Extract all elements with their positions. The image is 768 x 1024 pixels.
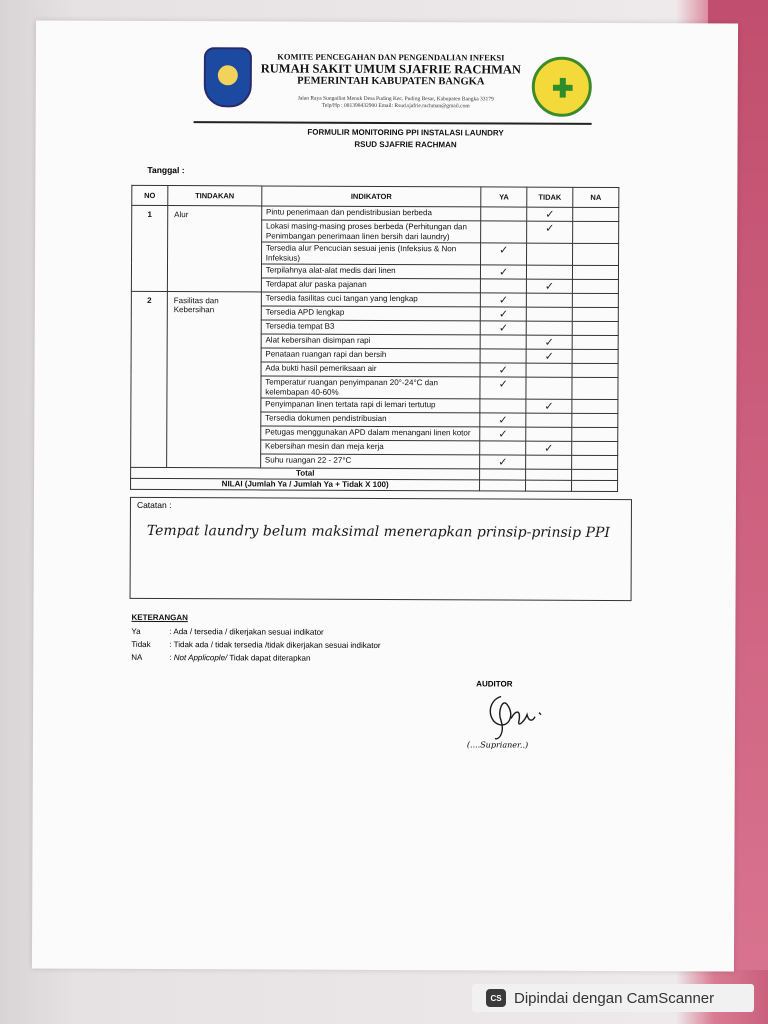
col-na: NA bbox=[573, 187, 619, 207]
total-tidak bbox=[526, 469, 572, 480]
ya-check-cell bbox=[480, 349, 526, 363]
notes-handwritten: Tempat laundry belum maksimal menerapkan prinsip-prinsip PPI bbox=[146, 522, 610, 541]
nilai-row bbox=[131, 478, 618, 491]
total-label: Total bbox=[131, 467, 480, 480]
ya-check-cell: ✓ bbox=[480, 427, 526, 441]
ya-check-cell: ✓ bbox=[480, 321, 526, 335]
na-check-cell bbox=[573, 265, 619, 279]
address-line: Jalan Raya Sungailiat Menuk Desa Puding Kec. Puding Besar, Kabupaten Bangka 33179 bbox=[297, 95, 494, 103]
notes-box bbox=[130, 497, 632, 601]
nilai-na bbox=[572, 480, 618, 491]
indikator-cell: Temperatur ruangan penyimpanan 20°-24°C dan kelembapan 40-60% bbox=[261, 376, 481, 399]
indikator-cell: Tersedia tempat B3 bbox=[261, 320, 481, 335]
ya-check-cell bbox=[480, 399, 526, 413]
indikator-cell: Kebersihan mesin dan meja kerja bbox=[260, 440, 480, 455]
na-check-cell bbox=[572, 441, 618, 455]
ya-check-cell: ✓ bbox=[480, 363, 526, 377]
tindakan-cell: Fasilitas dan Kebersihan bbox=[167, 292, 262, 468]
indikator-cell: Penyimpanan linen tertata rapi di lemari tertutup bbox=[261, 398, 481, 413]
tidak-check-cell bbox=[526, 413, 572, 427]
header-government: PEMERINTAH KABUPATEN BANGKA bbox=[297, 75, 485, 88]
na-check-cell bbox=[572, 399, 618, 413]
legend-key-na: NA bbox=[131, 652, 143, 662]
col-no: NO bbox=[132, 185, 168, 205]
na-check-cell bbox=[572, 279, 618, 293]
indikator-cell: Suhu ruangan 22 - 27°C bbox=[260, 454, 480, 469]
row-number: 1 bbox=[131, 205, 167, 291]
table-row bbox=[131, 291, 618, 307]
legend-value-tidak: : Tidak ada / tidak tersedia /tidak dikerjakan sesuai indikator bbox=[169, 640, 381, 650]
tidak-check-cell bbox=[526, 307, 572, 321]
ya-check-cell: ✓ bbox=[481, 265, 527, 279]
notes-label: Catatan : bbox=[136, 499, 172, 511]
tidak-check-cell: ✓ bbox=[527, 207, 573, 221]
auditor-name: (....Suprianer..) bbox=[466, 740, 529, 750]
tidak-check-cell: ✓ bbox=[526, 441, 572, 455]
tidak-check-cell bbox=[526, 363, 572, 377]
total-ya bbox=[480, 469, 526, 480]
indikator-cell: Tersedia fasilitas cuci tangan yang lengkap bbox=[261, 292, 481, 307]
na-check-cell bbox=[572, 413, 618, 427]
legend-value-ya: : Ada / tersedia / dikerjakan sesuai indikator bbox=[169, 627, 324, 637]
ya-check-cell: ✓ bbox=[480, 377, 526, 399]
na-check-cell bbox=[572, 427, 618, 441]
camscanner-text: Dipindai dengan CamScanner bbox=[514, 989, 715, 1007]
tidak-check-cell: ✓ bbox=[526, 349, 572, 363]
ya-check-cell: ✓ bbox=[481, 293, 527, 307]
col-ya: YA bbox=[481, 187, 527, 207]
contact-line: Telp/Hp : 081398432900 Email: Rsud.sjafrie.rachman@gmail.com bbox=[321, 102, 470, 110]
col-tindakan: TINDAKAN bbox=[168, 186, 262, 206]
ya-check-cell bbox=[481, 221, 527, 243]
nilai-label: NILAI (Jumlah Ya / Jumlah Ya + Tidak X 100) bbox=[131, 478, 480, 491]
indikator-cell: Alat kebersihan disimpan rapi bbox=[261, 334, 481, 349]
legend-key-tidak: Tidak bbox=[131, 639, 151, 649]
tidak-check-cell bbox=[526, 321, 572, 335]
header-address bbox=[248, 95, 544, 110]
legend-value-na: : Not Applicople/ Tidak dapat diterapkan bbox=[169, 653, 311, 663]
na-check-cell bbox=[572, 335, 618, 349]
na-check-cell bbox=[573, 243, 619, 265]
na-check-cell bbox=[572, 363, 618, 377]
ya-check-cell bbox=[480, 441, 526, 455]
indikator-cell: Pintu penerimaan dan pendistribusian berbeda bbox=[261, 206, 481, 221]
na-check-cell bbox=[572, 377, 618, 399]
document-page bbox=[32, 20, 738, 971]
indikator-cell: Tersedia dokumen pendistribusian bbox=[261, 412, 481, 427]
ya-check-cell: ✓ bbox=[481, 243, 527, 265]
nilai-tidak bbox=[526, 480, 572, 491]
tidak-check-cell bbox=[527, 265, 573, 279]
table-header-row bbox=[132, 185, 619, 207]
legend-key-ya: Ya bbox=[131, 626, 141, 636]
tidak-check-cell bbox=[526, 377, 572, 399]
indikator-cell: Tersedia APD lengkap bbox=[261, 306, 481, 321]
indikator-cell: Terdapat alur paska pajanan bbox=[261, 278, 481, 293]
indikator-cell: Tersedia alur Pencucian sesuai jenis (Infeksius & Non Infeksius) bbox=[261, 242, 481, 265]
na-check-cell bbox=[573, 207, 619, 221]
ya-check-cell: ✓ bbox=[480, 413, 526, 427]
tidak-check-cell bbox=[526, 427, 572, 441]
ya-check-cell: ✓ bbox=[481, 307, 527, 321]
table-row bbox=[132, 205, 619, 221]
tidak-check-cell: ✓ bbox=[526, 335, 572, 349]
ya-check-cell bbox=[480, 335, 526, 349]
tidak-check-cell bbox=[526, 293, 572, 307]
ya-check-cell bbox=[481, 279, 527, 293]
indikator-cell: Terpilahnya alat-alat medis dari linen bbox=[261, 264, 481, 279]
tindakan-cell: Alur bbox=[167, 206, 261, 292]
camscanner-logo-icon: CS bbox=[486, 989, 506, 1007]
na-check-cell bbox=[572, 349, 618, 363]
header-hospital: RUMAH SAKIT UMUM SJAFRIE RACHMAN bbox=[260, 61, 521, 77]
ya-check-cell: ✓ bbox=[480, 455, 526, 469]
indikator-cell: Penataan ruangan rapi dan bersih bbox=[261, 348, 481, 363]
tidak-check-cell: ✓ bbox=[526, 399, 572, 413]
header-divider bbox=[194, 121, 592, 125]
row-number: 2 bbox=[131, 291, 168, 467]
form-title: FORMULIR MONITORING PPI INSTALASI LAUNDRY bbox=[307, 127, 504, 138]
na-check-cell bbox=[572, 307, 618, 321]
camscanner-badge bbox=[472, 984, 754, 1012]
monitoring-table bbox=[130, 185, 619, 492]
auditor-signature-icon bbox=[481, 690, 551, 746]
nilai-ya bbox=[480, 480, 526, 491]
na-check-cell bbox=[573, 221, 619, 243]
indikator-cell: Ada bukti hasil pemeriksaan air bbox=[261, 362, 481, 377]
form-subtitle: RSUD SJAFRIE RACHMAN bbox=[354, 139, 457, 150]
legend-title: KETERANGAN bbox=[131, 612, 188, 623]
indikator-cell: Petugas menggunakan APD dalam menangani linen kotor bbox=[261, 426, 481, 441]
col-tidak: TIDAK bbox=[527, 187, 573, 207]
na-check-cell bbox=[572, 321, 618, 335]
date-label: Tanggal : bbox=[147, 164, 185, 176]
col-indikator: INDIKATOR bbox=[262, 186, 482, 207]
regency-emblem-icon bbox=[204, 47, 252, 107]
legend-na-text: Tidak dapat diterapkan bbox=[227, 653, 311, 663]
indikator-cell: Lokasi masing-masing proses berbeda (Perhitungan dan Penimbangan penerimaan linen bersih dari laundry) bbox=[261, 220, 481, 243]
tidak-check-cell: ✓ bbox=[527, 279, 573, 293]
auditor-label: AUDITOR bbox=[476, 679, 513, 689]
na-check-cell bbox=[572, 293, 618, 307]
ya-check-cell bbox=[481, 207, 527, 221]
na-check-cell bbox=[572, 455, 618, 469]
tidak-check-cell bbox=[526, 455, 572, 469]
tidak-check-cell bbox=[527, 243, 573, 265]
legend-na-italic: Not Applicople/ bbox=[173, 653, 228, 663]
total-na bbox=[572, 469, 618, 480]
tidak-check-cell: ✓ bbox=[527, 221, 573, 243]
header-committee: KOMITE PENCEGAHAN DAN PENGENDALIAN INFEKSI bbox=[277, 51, 505, 63]
